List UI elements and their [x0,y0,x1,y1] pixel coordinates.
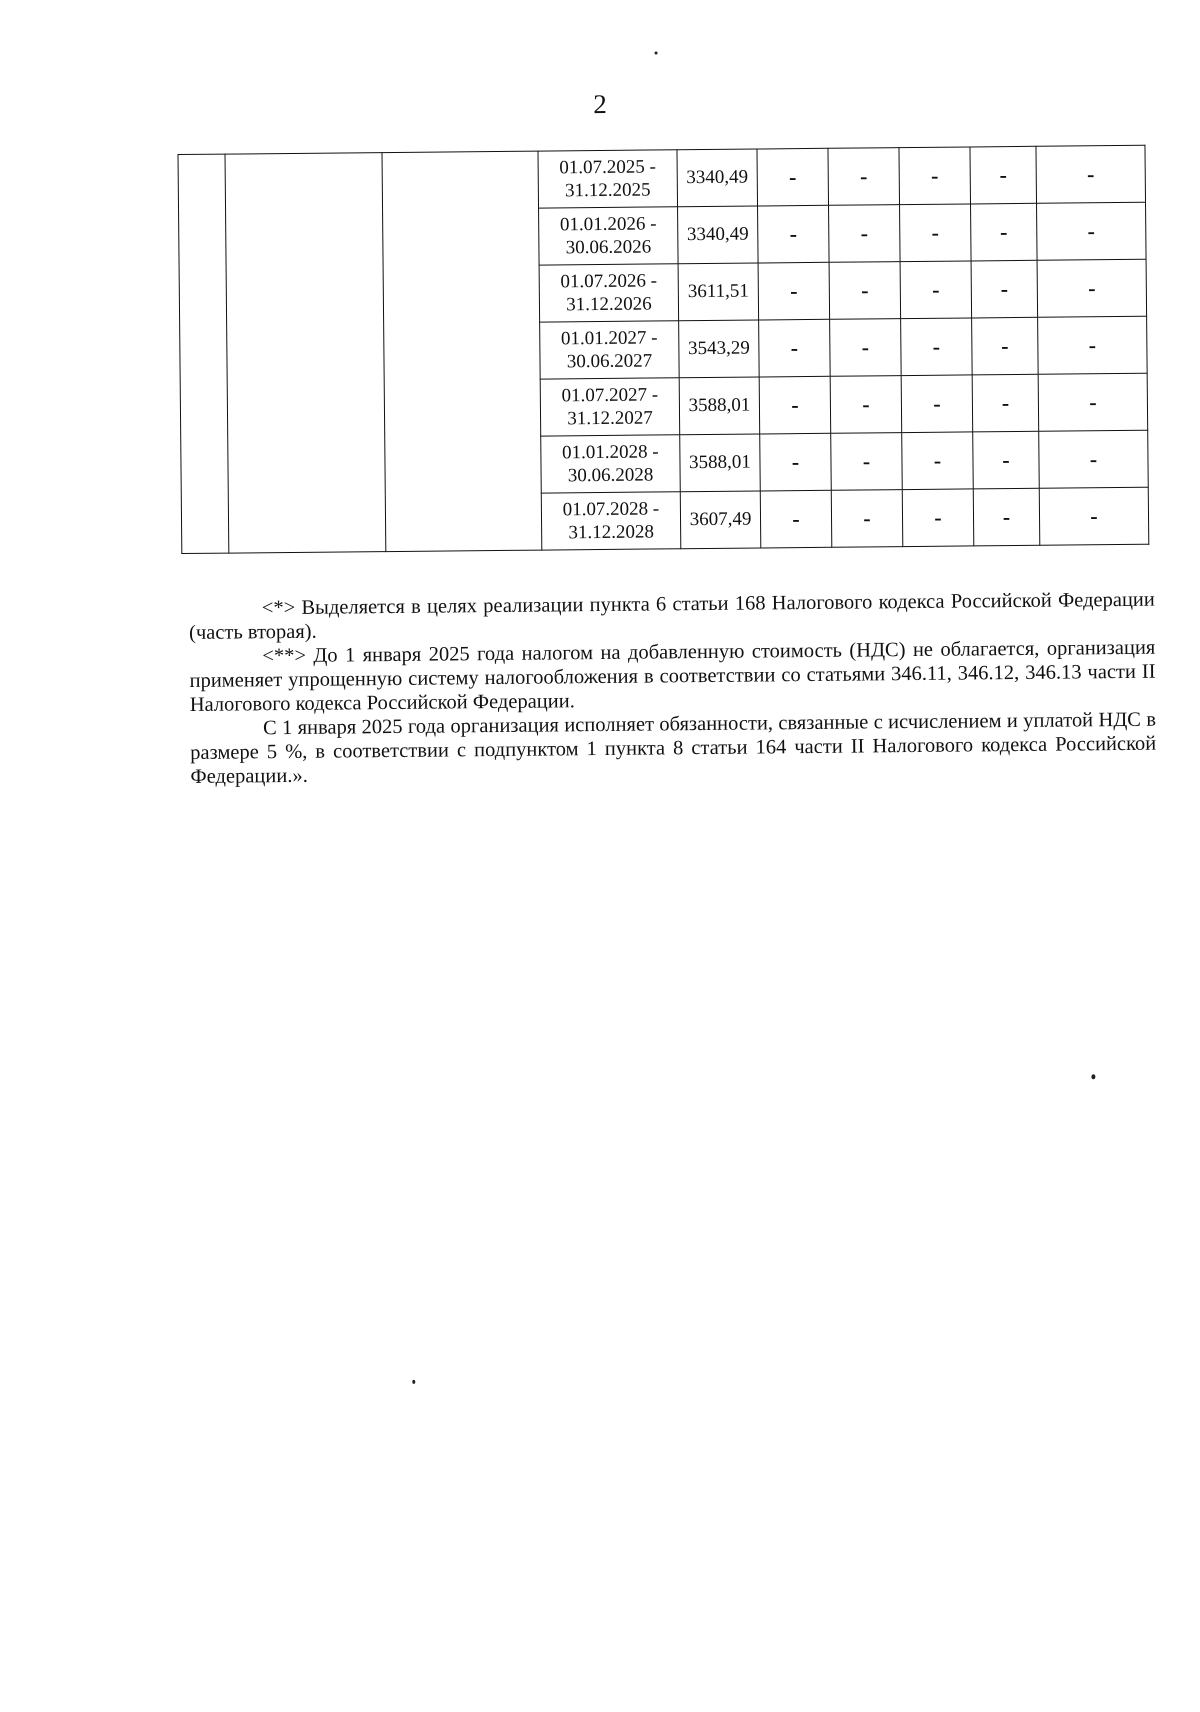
dash-cell: - [829,262,901,320]
scan-speck [412,1380,415,1384]
dash-cell: - [900,261,972,319]
scan-speck [655,51,658,54]
dash-cell: - [758,262,830,320]
dash-cell: - [831,490,903,548]
dash-cell: - [1039,487,1149,545]
footnotes [189,588,1157,789]
period-cell: 01.01.2026 - 30.06.2026 [539,207,679,265]
dash-cell: - [759,319,831,377]
dash-cell: - [759,376,831,434]
dash-cell: - [973,488,1040,546]
dash-cell: - [901,318,973,376]
dash-cell: - [760,490,832,548]
dash-cell: - [901,375,973,433]
dash-cell: - [1037,259,1147,317]
page-number: 2 [593,88,607,120]
period-cell: 01.07.2028 - 31.12.2028 [541,492,681,550]
dash-cell: - [760,433,832,491]
period-cell: 01.01.2027 - 30.06.2027 [540,321,680,379]
tariff-value-cell: 3340,49 [677,149,758,207]
dash-cell: - [757,148,829,206]
tariff-table [177,145,1149,554]
dash-cell: - [902,432,974,490]
dash-cell: - [1037,202,1147,260]
dash-cell: - [970,146,1037,204]
footnote-simplified-tax: <**> До 1 января 2025 года налогом на добавленную стоимость (НДС) не облагается, организация применяет упрощенную систему налогообложения в соответствии со статьями 346.11, 346.12, 346.13 части II Налогового кодекса Российской Федерации. [189,636,1156,716]
dash-cell: - [971,260,1038,318]
dash-cell: - [829,205,901,263]
dash-cell: - [831,433,903,491]
tariff-value-cell: 3588,01 [680,434,761,492]
dash-cell: - [1038,373,1148,431]
merged-cell-service [382,151,542,551]
footnote-vat-five-percent: С 1 января 2025 года организация исполняет обязанности, связанные с исчислением и уплатой НДС в размере 5 %, в соответствии с подпунктом 1 пункта 8 статьи 164 части II Налогового кодекса Российской Федерации.». [190,708,1157,788]
dash-cell: - [830,319,902,377]
merged-cell-number [178,154,229,553]
scan-speck [1091,1074,1095,1079]
dash-cell: - [902,489,974,547]
dash-cell: - [1038,316,1148,374]
dash-cell: - [900,204,972,262]
footnote-vat-allocation: <*> Выделяется в целях реализации пункта 6 статьи 168 Налогового кодекса Российской Федерации (часть вторая). [188,588,1155,644]
dash-cell: - [1036,145,1146,203]
tariff-value-cell: 3611,51 [678,263,759,321]
dash-cell: - [830,376,902,434]
dash-cell: - [971,203,1038,261]
dash-cell: - [899,147,971,205]
dash-cell: - [758,205,830,263]
dash-cell: - [972,317,1039,375]
tariff-value-cell: 3543,29 [679,320,760,378]
tariff-value-cell: 3588,01 [679,377,760,435]
period-cell: 01.01.2028 - 30.06.2028 [541,435,681,493]
period-cell: 01.07.2027 - 31.12.2027 [540,378,680,436]
period-cell: 01.07.2026 - 31.12.2026 [539,264,679,322]
dash-cell: - [1039,430,1149,488]
dash-cell: - [828,148,900,206]
table-row [178,145,1146,211]
tariff-value-cell: 3607,49 [680,491,761,549]
dash-cell: - [972,374,1039,432]
dash-cell: - [973,431,1040,489]
period-cell: 01.07.2025 - 31.12.2025 [538,150,678,208]
tariff-value-cell: 3340,49 [678,206,759,264]
merged-cell-organization [225,153,386,553]
